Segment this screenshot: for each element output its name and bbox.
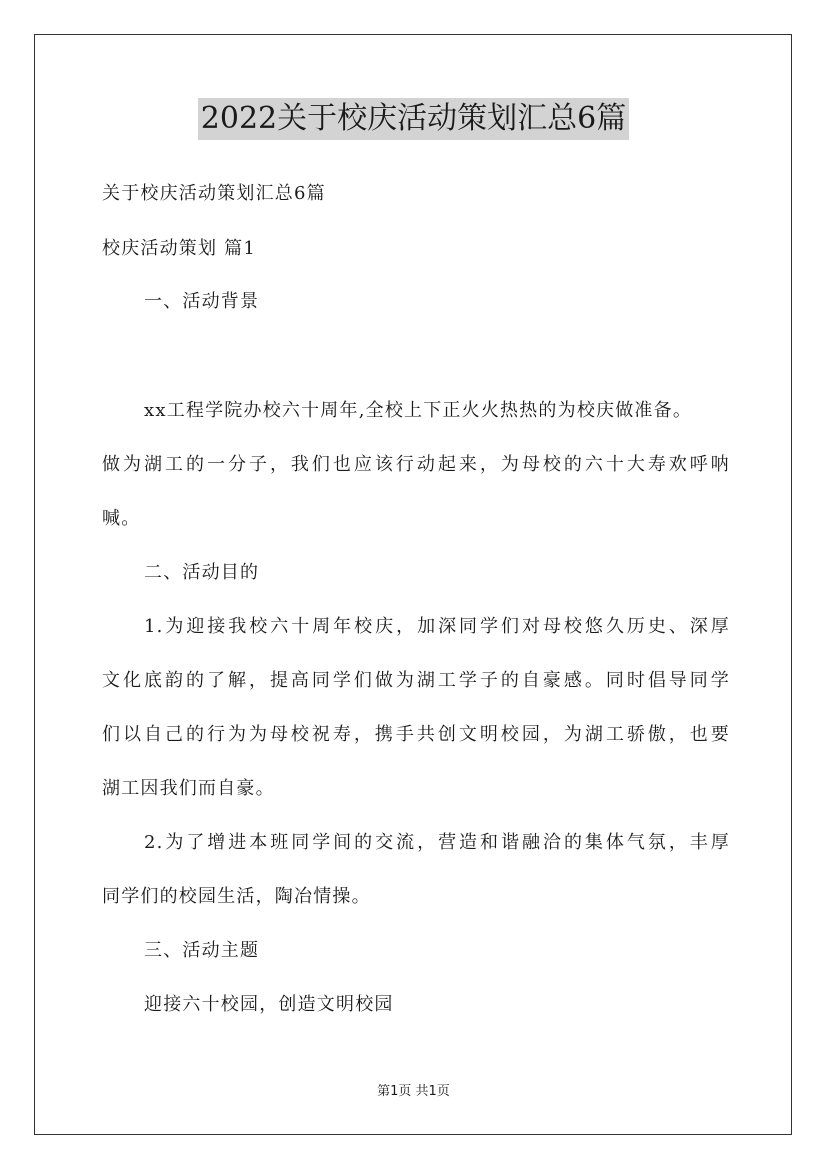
document-title-wrapper <box>0 98 827 140</box>
paragraph-line: 迎接六十校园，创造文明校园 <box>144 994 394 1015</box>
paragraph-line: 喊。 <box>102 508 141 529</box>
heading-purpose: 二、活动目的 <box>144 562 260 583</box>
paragraph-line: 做为湖工的一分子，我们也应该行动起来，为母校的六十大寿欢呼呐 <box>102 454 730 475</box>
paragraph-line: 文化底韵的了解，提高同学们做为湖工学子的自豪感。同时倡导同学 <box>102 670 730 691</box>
paragraph-line: 们以自己的行为为母校祝寿，携手共创文明校园，为湖工骄傲，也要 <box>102 724 730 745</box>
section-heading-line: 校庆活动策划 篇1 <box>102 238 256 259</box>
paragraph-line: xx工程学院办校六十周年,全校上下正火火热热的为校庆做准备。 <box>144 400 693 421</box>
heading-theme: 三、活动主题 <box>144 940 260 961</box>
subtitle-line: 关于校庆活动策划汇总6篇 <box>102 183 326 204</box>
paragraph-line: 同学们的校园生活，陶冶情操。 <box>102 886 371 907</box>
page-footer: 第1页 共1页 <box>377 1084 450 1099</box>
heading-background: 一、活动背景 <box>144 291 260 312</box>
paragraph-line: 1.为迎接我校六十周年校庆，加深同学们对母校悠久历史、深厚 <box>144 616 730 637</box>
paragraph-line: 湖工因我们而自豪。 <box>102 778 275 799</box>
document-title: 2022关于校庆活动策划汇总6篇 <box>198 98 629 140</box>
paragraph-line: 2.为了增进本班同学间的交流，营造和谐融洽的集体气氛，丰厚 <box>144 832 730 853</box>
